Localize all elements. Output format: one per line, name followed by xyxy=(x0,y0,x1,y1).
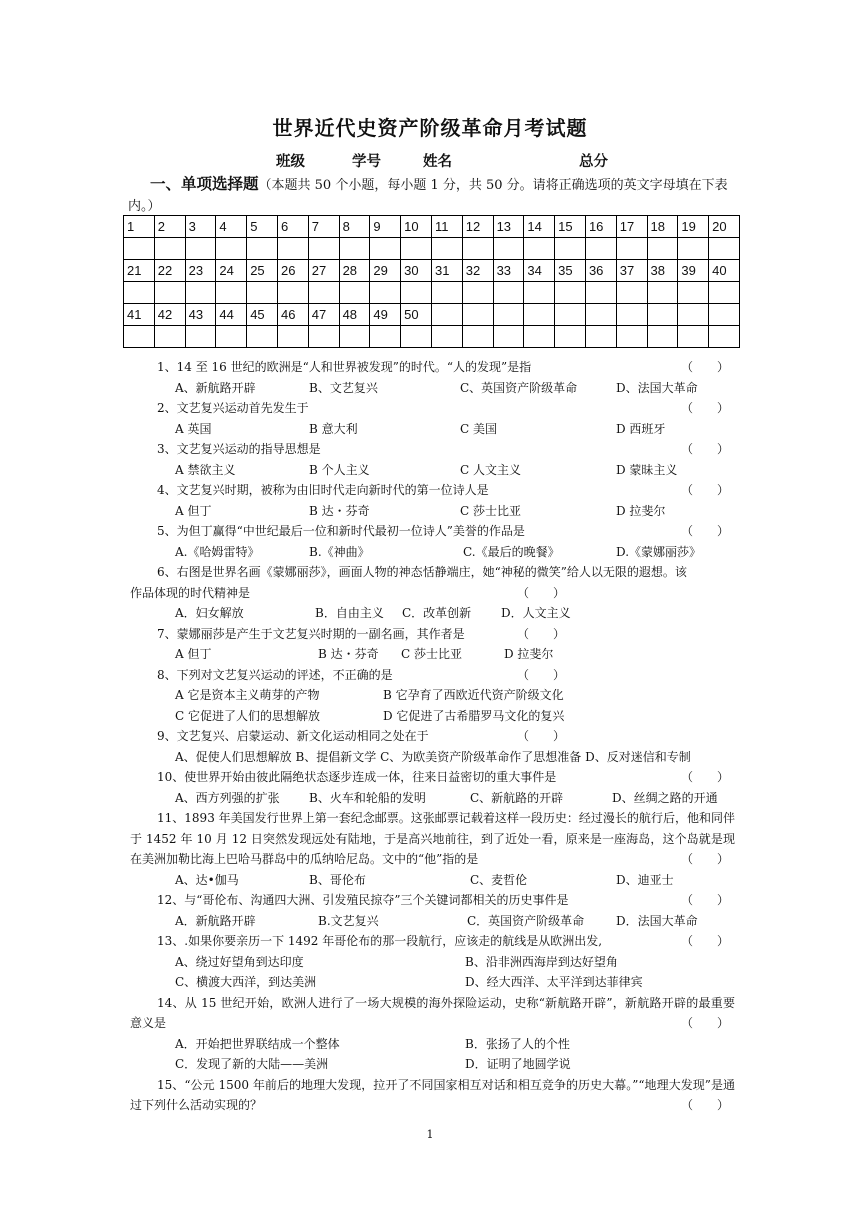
answer-number-cell: 27 xyxy=(308,260,339,282)
name-label: 姓名 xyxy=(423,154,452,170)
answer-blank-cell[interactable] xyxy=(154,238,185,260)
option-c: C 它促进了人们的思想解放 xyxy=(175,708,320,723)
answer-blank-cell[interactable] xyxy=(339,282,370,304)
answer-blank-cell[interactable] xyxy=(678,326,709,348)
answer-number-cell: 12 xyxy=(462,216,493,238)
answer-number-cell: 16 xyxy=(585,216,616,238)
section-one-heading: 一、单项选择题 xyxy=(150,175,259,193)
answer-blank-cell[interactable] xyxy=(524,238,555,260)
answer-blank-cell[interactable] xyxy=(647,238,678,260)
student-number-label: 学号 xyxy=(352,154,381,170)
answer-blank-cell[interactable] xyxy=(277,282,308,304)
answer-number-cell xyxy=(616,304,647,326)
question-5-options xyxy=(130,542,735,563)
answer-blank-cell[interactable] xyxy=(124,282,155,304)
option-d: D 拉斐尔 xyxy=(616,503,666,518)
answer-number-cell: 24 xyxy=(216,260,247,282)
question-4: 4、文艺复兴时期，被称为由旧时代走向新时代的第一位诗人是 （ ） xyxy=(130,480,735,501)
question-3: 3、文艺复兴运动的指导思想是 （ ） xyxy=(130,439,735,460)
option-a: A 它是资本主义萌芽的产物 xyxy=(175,688,320,702)
option-b: B、沿非洲西海岸到达好望角 xyxy=(465,954,618,969)
option-c: C、新航路的开辟 xyxy=(470,790,564,805)
answer-number-cell: 18 xyxy=(647,216,678,238)
answer-blank-cell[interactable] xyxy=(154,326,185,348)
answer-number-cell xyxy=(647,304,678,326)
answer-bracket: （ ） xyxy=(516,626,565,641)
option-d: D．法国大革命 xyxy=(616,913,698,928)
option-b: B、哥伦布 xyxy=(309,872,366,887)
answer-blank-cell[interactable] xyxy=(709,238,740,260)
answer-blank-row xyxy=(124,326,740,348)
option-d: D、法国大革命 xyxy=(616,380,698,395)
answer-number-row xyxy=(124,216,740,238)
question-7: 7、蒙娜丽莎是产生于文艺复兴时期的一副名画，其作者是 （ ） xyxy=(130,624,735,645)
answer-blank-cell[interactable] xyxy=(216,282,247,304)
question-3-options xyxy=(130,460,735,481)
option-b: B.文艺复兴 xyxy=(318,913,379,928)
question-15: 15、“公元 1500 年前后的地理大发现，拉开了不同国家相互对话和相互竞争的历史大幕。”“地理大发现”是通过下列什么活动实现的？ （ ） xyxy=(130,1075,735,1116)
question-11-options xyxy=(130,852,735,891)
answer-blank-cell[interactable] xyxy=(678,282,709,304)
answer-number-cell: 10 xyxy=(401,216,432,238)
answer-number-cell: 13 xyxy=(493,216,524,238)
answer-number-cell: 20 xyxy=(709,216,740,238)
answer-blank-cell[interactable] xyxy=(401,326,432,348)
answer-blank-cell[interactable] xyxy=(462,238,493,260)
answer-number-cell: 17 xyxy=(616,216,647,238)
option-a: A 英国 xyxy=(175,421,212,436)
answer-blank-cell[interactable] xyxy=(585,326,616,348)
answer-number-cell: 4 xyxy=(216,216,247,238)
answer-blank-cell[interactable] xyxy=(277,326,308,348)
option-a: A．妇女解放 xyxy=(175,606,244,620)
answer-number-cell: 41 xyxy=(124,304,155,326)
answer-number-cell: 39 xyxy=(678,260,709,282)
question-1-options xyxy=(130,378,735,399)
option-b: B、火车和轮船的发明 xyxy=(309,790,426,805)
option-d: D、丝绸之路的开通 xyxy=(612,790,718,805)
option-c: C、横渡大西洋，到达美洲 xyxy=(175,975,317,989)
answer-number-cell: 3 xyxy=(185,216,216,238)
option-c: C 人文主义 xyxy=(460,462,521,477)
answer-blank-cell[interactable] xyxy=(647,326,678,348)
option-a: A．开始把世界联结成一个整体 xyxy=(175,1036,340,1051)
option-b: B.《神曲》 xyxy=(309,544,370,559)
answer-blank-cell[interactable] xyxy=(585,282,616,304)
answer-blank-cell[interactable] xyxy=(308,326,339,348)
answer-bracket: （ ） xyxy=(680,401,729,415)
answer-bracket: （ ） xyxy=(680,360,729,374)
option-b: B 达・芬奇 xyxy=(318,647,379,661)
option-c: C、麦哲伦 xyxy=(470,872,528,887)
answer-blank-cell[interactable] xyxy=(555,326,586,348)
answer-blank-cell[interactable] xyxy=(555,282,586,304)
question-12: 12、与“哥伦布、沟通四大洲、引发殖民掠夺”三个关键词都相关的历史事件是 （ ） xyxy=(130,890,735,911)
answer-bracket: （ ） xyxy=(680,770,729,784)
answer-number-cell xyxy=(678,304,709,326)
answer-bracket: （ ） xyxy=(680,1098,729,1112)
answer-blank-cell[interactable] xyxy=(247,238,278,260)
question-4-options xyxy=(130,501,735,522)
answer-blank-cell[interactable] xyxy=(524,326,555,348)
question-6-options xyxy=(130,603,735,624)
answer-blank-row xyxy=(124,282,740,304)
answer-number-cell: 34 xyxy=(524,260,555,282)
option-c: C、英国资产阶级革命 xyxy=(460,380,578,395)
answer-blank-cell[interactable] xyxy=(431,326,462,348)
answer-blank-cell[interactable] xyxy=(585,238,616,260)
question-10: 10、使世界开始由彼此隔绝状态逐步连成一体，往来日益密切的重大事件是 （ ） xyxy=(130,767,735,788)
option-d: D 它促进了古希腊罗马文化的复兴 xyxy=(383,708,565,723)
answer-number-cell: 29 xyxy=(370,260,401,282)
question-5: 5、为但丁赢得“中世纪最后一位和新时代最初一位诗人”美誉的作品是 （ ） xyxy=(130,521,735,542)
answer-blank-cell[interactable] xyxy=(216,326,247,348)
answer-number-cell: 37 xyxy=(616,260,647,282)
answer-blank-cell[interactable] xyxy=(709,326,740,348)
answer-number-cell: 25 xyxy=(247,260,278,282)
answer-number-cell: 43 xyxy=(185,304,216,326)
answer-blank-cell[interactable] xyxy=(370,326,401,348)
answer-number-cell: 38 xyxy=(647,260,678,282)
answer-number-cell: 1 xyxy=(124,216,155,238)
answer-number-cell: 45 xyxy=(247,304,278,326)
answer-blank-cell[interactable] xyxy=(308,238,339,260)
option-a: A、西方列强的扩张 xyxy=(175,790,280,805)
option-d: D、迪亚士 xyxy=(616,872,674,887)
option-a: A、达•伽马 xyxy=(175,872,239,887)
question-9-options: A、促使人们思想解放 B、提倡新文学 C、为欧美资产阶级革命作了思想准备 D、反对迷信和专制 xyxy=(175,749,691,764)
answer-blank-row xyxy=(124,238,740,260)
answer-number-cell: 47 xyxy=(308,304,339,326)
answer-blank-cell[interactable] xyxy=(462,282,493,304)
question-7-options xyxy=(130,644,735,665)
option-b: B 意大利 xyxy=(309,421,358,436)
answer-number-cell: 49 xyxy=(370,304,401,326)
answer-bracket: （ ） xyxy=(680,852,729,866)
answer-blank-cell[interactable] xyxy=(370,238,401,260)
answer-number-cell xyxy=(585,304,616,326)
answer-blank-cell[interactable] xyxy=(493,282,524,304)
option-d: D 西班牙 xyxy=(616,421,666,436)
option-d: D、经大西洋、太平洋到达菲律宾 xyxy=(465,975,643,989)
option-a: A．新航路开辟 xyxy=(175,913,256,928)
answer-bracket: （ ） xyxy=(680,1016,729,1030)
answer-number-cell: 30 xyxy=(401,260,432,282)
answer-blank-cell[interactable] xyxy=(185,238,216,260)
answer-number-cell xyxy=(524,304,555,326)
answer-blank-cell[interactable] xyxy=(431,238,462,260)
option-b: B 它孕育了西欧近代资产阶级文化 xyxy=(383,688,564,702)
question-2: 2、文艺复兴运动首先发生于 （ ） xyxy=(130,398,735,419)
answer-number-cell: 6 xyxy=(277,216,308,238)
option-b: B．自由主义 xyxy=(315,606,384,620)
question-6: 6、右图是世界名画《蒙娜丽莎》，画面人物的神态恬静端庄，她“神秘的微笑”给人以无限的遐想。该 xyxy=(157,565,687,579)
answer-number-cell: 19 xyxy=(678,216,709,238)
answer-number-cell: 44 xyxy=(216,304,247,326)
answer-bracket: （ ） xyxy=(680,934,729,948)
answer-number-cell: 11 xyxy=(431,216,462,238)
answer-blank-cell[interactable] xyxy=(185,326,216,348)
answer-number-cell: 5 xyxy=(247,216,278,238)
question-12-options xyxy=(130,911,735,932)
option-c: C 莎士比亚 xyxy=(460,503,521,518)
answer-blank-cell[interactable] xyxy=(647,282,678,304)
answer-bracket: （ ） xyxy=(680,524,729,538)
answer-number-cell: 8 xyxy=(339,216,370,238)
answer-number-cell xyxy=(493,304,524,326)
answer-number-cell: 7 xyxy=(308,216,339,238)
option-a: A、绕过好望角到达印度 xyxy=(175,954,304,969)
question-14: 14、从 15 世纪开始，欧洲人进行了一场大规模的海外探险运动，史称“新航路开辟”，新航路开辟的最重要意义是 （ ） xyxy=(130,993,735,1034)
answer-blank-cell[interactable] xyxy=(616,282,647,304)
answer-number-cell: 23 xyxy=(185,260,216,282)
question-14-options-ab xyxy=(130,1034,735,1055)
answer-number-cell xyxy=(462,304,493,326)
answer-number-cell: 42 xyxy=(154,304,185,326)
answer-bracket: （ ） xyxy=(680,893,729,907)
answer-number-cell: 33 xyxy=(493,260,524,282)
question-8-options-ab xyxy=(130,685,735,706)
question-9: 9、文艺复兴、启蒙运动、新文化运动相同之处在于 （ ） xyxy=(130,726,735,747)
answer-number-cell: 22 xyxy=(154,260,185,282)
answer-number-cell: 14 xyxy=(524,216,555,238)
answer-blank-cell[interactable] xyxy=(124,326,155,348)
answer-bracket: （ ） xyxy=(680,483,729,497)
answer-number-cell: 50 xyxy=(401,304,432,326)
answer-number-cell: 2 xyxy=(154,216,185,238)
answer-number-cell: 40 xyxy=(709,260,740,282)
option-a: A、新航路开辟 xyxy=(175,380,256,395)
question-13-options-cd xyxy=(130,972,735,993)
question-1: 1、14 至 16 世纪的欧洲是“人和世界被发现”的时代。“人的发现”是指 （ ） xyxy=(130,357,735,378)
answer-number-cell: 21 xyxy=(124,260,155,282)
answer-number-cell: 26 xyxy=(277,260,308,282)
option-c: C．改革创新 xyxy=(402,606,472,620)
answer-bracket: （ ） xyxy=(680,442,729,456)
section-one-header xyxy=(128,174,738,217)
option-b: B、文艺复兴 xyxy=(309,380,378,395)
question-list xyxy=(130,357,735,1116)
exam-title: 世界近代史资产阶级革命月考试题 xyxy=(272,116,588,140)
answer-blank-cell[interactable] xyxy=(370,282,401,304)
answer-bracket: （ ） xyxy=(516,729,565,743)
answer-number-cell: 32 xyxy=(462,260,493,282)
question-14-options-cd xyxy=(130,1054,735,1075)
answer-blank-cell[interactable] xyxy=(401,238,432,260)
option-c: C 美国 xyxy=(460,421,497,436)
answer-number-cell: 31 xyxy=(431,260,462,282)
page-number: 1 xyxy=(426,1128,434,1141)
answer-blank-cell[interactable] xyxy=(616,238,647,260)
answer-number-cell: 46 xyxy=(277,304,308,326)
answer-number-cell: 48 xyxy=(339,304,370,326)
answer-number-cell xyxy=(555,304,586,326)
section-one-instruction: （本题共 50 个小题，每小题 1 分，共 50 分。请将正确选项的英文字母填在下表内。） xyxy=(128,178,728,214)
answer-blank-cell[interactable] xyxy=(462,326,493,348)
answer-number-cell xyxy=(709,304,740,326)
answer-blank-cell[interactable] xyxy=(678,238,709,260)
answer-blank-cell[interactable] xyxy=(555,238,586,260)
answer-bracket: （ ） xyxy=(516,585,565,600)
option-c: C．英国资产阶级革命 xyxy=(467,913,585,928)
answer-blank-cell[interactable] xyxy=(709,282,740,304)
answer-blank-cell[interactable] xyxy=(154,282,185,304)
option-d: D 拉斐尔 xyxy=(504,647,554,661)
answer-blank-cell[interactable] xyxy=(124,238,155,260)
answer-blank-cell[interactable] xyxy=(216,238,247,260)
answer-blank-cell[interactable] xyxy=(431,282,462,304)
answer-blank-cell[interactable] xyxy=(277,238,308,260)
question-8: 8、下列对文艺复兴运动的评述，不正确的是 （ ） xyxy=(130,665,735,686)
question-2-options xyxy=(130,419,735,440)
option-a: A 禁欲主义 xyxy=(175,462,236,477)
question-10-options xyxy=(130,788,735,809)
answer-blank-cell[interactable] xyxy=(493,238,524,260)
answer-number-cell: 36 xyxy=(585,260,616,282)
answer-number-cell: 35 xyxy=(555,260,586,282)
option-c: C.《最后的晚餐》 xyxy=(463,544,560,559)
answer-blank-cell[interactable] xyxy=(247,326,278,348)
option-d: D.《蒙娜丽莎》 xyxy=(616,544,702,559)
question-13-options-ab xyxy=(130,952,735,973)
answer-number-cell: 9 xyxy=(370,216,401,238)
answer-blank-cell[interactable] xyxy=(616,326,647,348)
option-a: A 但丁 xyxy=(175,503,212,518)
option-d: D 蒙昧主义 xyxy=(616,462,678,477)
answer-blank-cell[interactable] xyxy=(247,282,278,304)
answer-table xyxy=(123,215,740,348)
option-a: A.《哈姆雷特》 xyxy=(175,544,260,559)
answer-blank-cell[interactable] xyxy=(339,238,370,260)
answer-bracket: （ ） xyxy=(516,667,565,682)
option-b: B．张扬了人的个性 xyxy=(465,1036,570,1051)
question-6-continued: 作品体现的时代精神是 （ ） xyxy=(130,583,735,604)
answer-number-cell xyxy=(431,304,462,326)
answer-blank-cell[interactable] xyxy=(401,282,432,304)
answer-blank-cell[interactable] xyxy=(524,282,555,304)
option-a: A 但丁 xyxy=(175,647,212,661)
answer-number-row xyxy=(124,304,740,326)
option-c: C 莎士比亚 xyxy=(401,647,462,661)
option-b: B 个人主义 xyxy=(309,462,370,477)
question-13: 13、.如果你要亲历一下 1492 年哥伦布的那一段航行，应该走的航线是从欧洲出发, （ ） xyxy=(130,931,735,952)
answer-blank-cell[interactable] xyxy=(185,282,216,304)
question-11: 11、1893 年美国发行世界上第一套纪念邮票。这张邮票记载着这样一段历史：经过漫长的航行后，他和同伴于 1452 年 10 月 12 日突然发现远处有陆地，于是高兴地前往，到了近处一看，原来是一座海岛，这个岛就是现在美洲加勒比海上巴哈马群岛中的瓜纳哈尼岛。文中的“他”指的是 xyxy=(130,811,736,866)
answer-number-cell: 28 xyxy=(339,260,370,282)
option-d: D．证明了地圆学说 xyxy=(465,1057,571,1071)
answer-blank-cell[interactable] xyxy=(308,282,339,304)
total-score-label: 总分 xyxy=(579,154,608,170)
class-label: 班级 xyxy=(276,154,305,170)
option-c: C．发现了新的大陆——美洲 xyxy=(175,1057,329,1071)
answer-blank-cell[interactable] xyxy=(339,326,370,348)
option-b: B 达・芬奇 xyxy=(309,503,370,518)
answer-number-row xyxy=(124,260,740,282)
answer-blank-cell[interactable] xyxy=(493,326,524,348)
question-8-options-cd xyxy=(130,706,735,727)
option-d: D．人文主义 xyxy=(501,606,571,620)
answer-number-cell: 15 xyxy=(555,216,586,238)
